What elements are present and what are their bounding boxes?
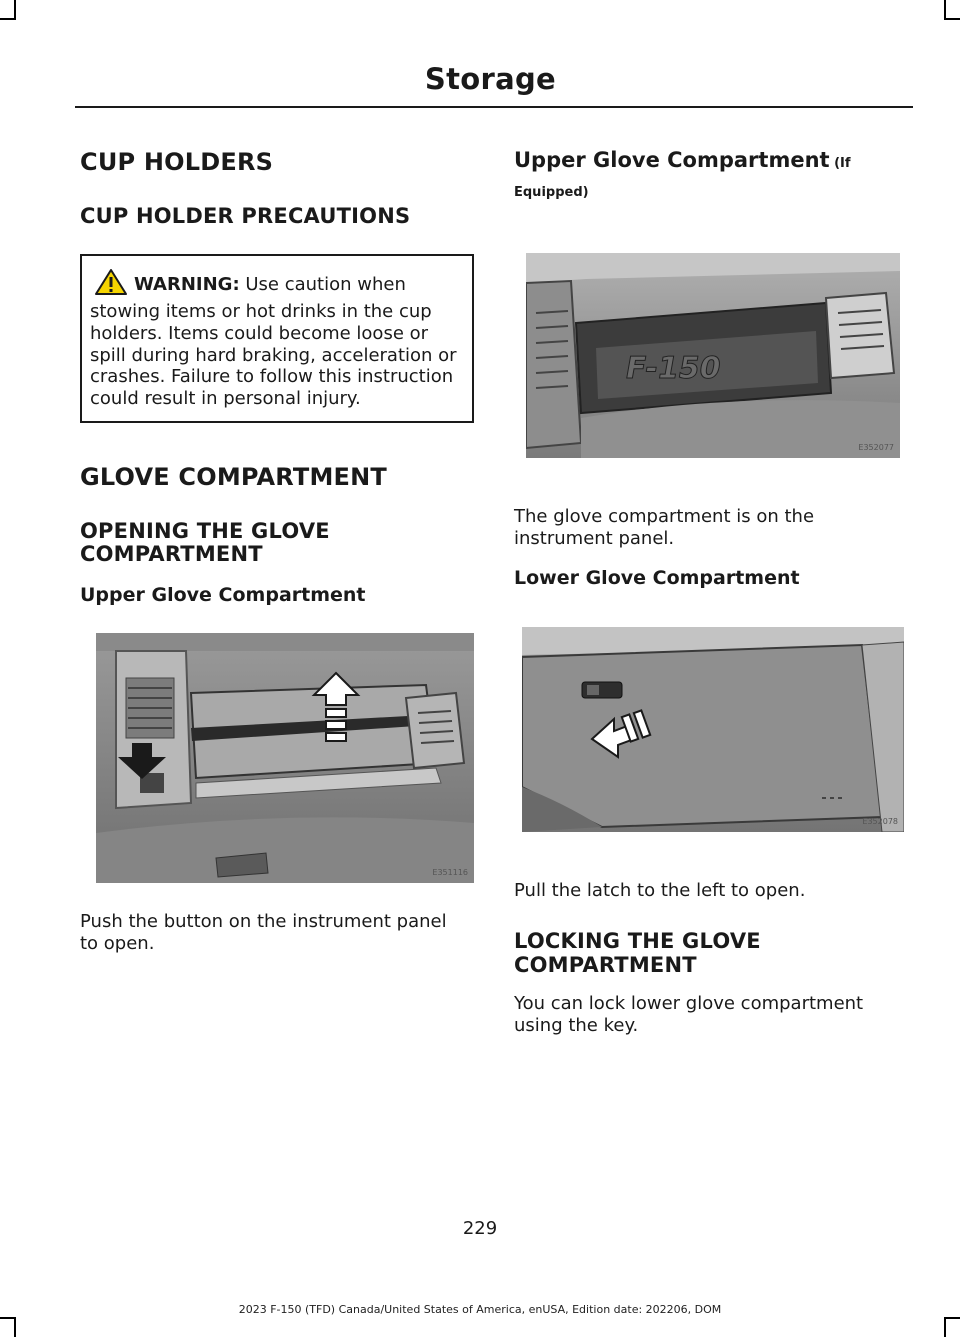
upper-caption-right: The glove compartment is on the instrument panel. bbox=[514, 505, 815, 549]
upper-glove-figure-right bbox=[526, 253, 900, 458]
left-column bbox=[80, 140, 474, 955]
crop-mark bbox=[944, 1317, 946, 1337]
lower-glove-illustration bbox=[522, 627, 904, 832]
crop-mark bbox=[0, 18, 16, 20]
crop-mark bbox=[944, 18, 960, 20]
lower-glove-figure bbox=[522, 627, 904, 832]
upper-glove-heading-right bbox=[514, 146, 906, 205]
if-equipped-label: (If Equipped) bbox=[514, 156, 851, 201]
header-rule bbox=[75, 106, 913, 108]
f150-embossing: F-150 bbox=[622, 350, 724, 386]
warning-text: Use caution when stowing items or hot drinks in the cup holders. Items could become loose or spill during hard braking, acceleration or crashes. Failure to follow this instruction could result in personal injury. bbox=[90, 273, 457, 409]
upper-caption-left: Push the button on the instrument panel to open. bbox=[80, 911, 447, 955]
instrument-panel-illustration bbox=[96, 633, 474, 883]
glove-compartment-heading: GLOVE COMPARTMENT bbox=[80, 463, 387, 492]
page-header bbox=[75, 62, 913, 96]
crop-mark bbox=[14, 0, 16, 20]
warning-triangle-icon bbox=[94, 268, 128, 302]
figure-code: E352077 bbox=[858, 442, 894, 452]
figure-code: E351116 bbox=[432, 868, 468, 878]
warning-label: WARNING: bbox=[134, 273, 240, 295]
page-title: Storage bbox=[424, 62, 556, 96]
crop-mark bbox=[14, 1317, 16, 1337]
cup-holders-heading: CUP HOLDERS bbox=[80, 148, 274, 176]
footer: 2023 F-150 (TFD) Canada/United States of America, enUSA, Edition date: 202206, DOM bbox=[238, 1303, 722, 1316]
lower-caption: Pull the latch to the left to open. bbox=[514, 880, 806, 902]
locking-glove-heading: LOCKING THE GLOVE COMPARTMENT bbox=[514, 929, 761, 977]
glove-box-illustration bbox=[526, 253, 900, 458]
opening-glove-heading: OPENING THE GLOVE COMPARTMENT bbox=[80, 519, 330, 567]
page-number: 229 bbox=[462, 1218, 498, 1239]
crop-mark bbox=[0, 1317, 16, 1319]
upper-glove-heading-left: Upper Glove Compartment bbox=[80, 584, 366, 607]
figure-code: E352078 bbox=[862, 817, 898, 827]
lower-glove-heading: Lower Glove Compartment bbox=[514, 566, 800, 589]
locking-text: You can lock lower glove compartment using the key. bbox=[514, 992, 864, 1036]
cup-holder-precautions-heading: CUP HOLDER PRECAUTIONS bbox=[80, 203, 411, 228]
crop-mark bbox=[944, 0, 946, 20]
warning-box bbox=[80, 254, 474, 424]
right-column bbox=[514, 140, 906, 1037]
upper-glove-title: Upper Glove Compartment bbox=[514, 148, 830, 172]
crop-mark bbox=[944, 1317, 960, 1319]
upper-glove-figure-left bbox=[96, 633, 474, 883]
